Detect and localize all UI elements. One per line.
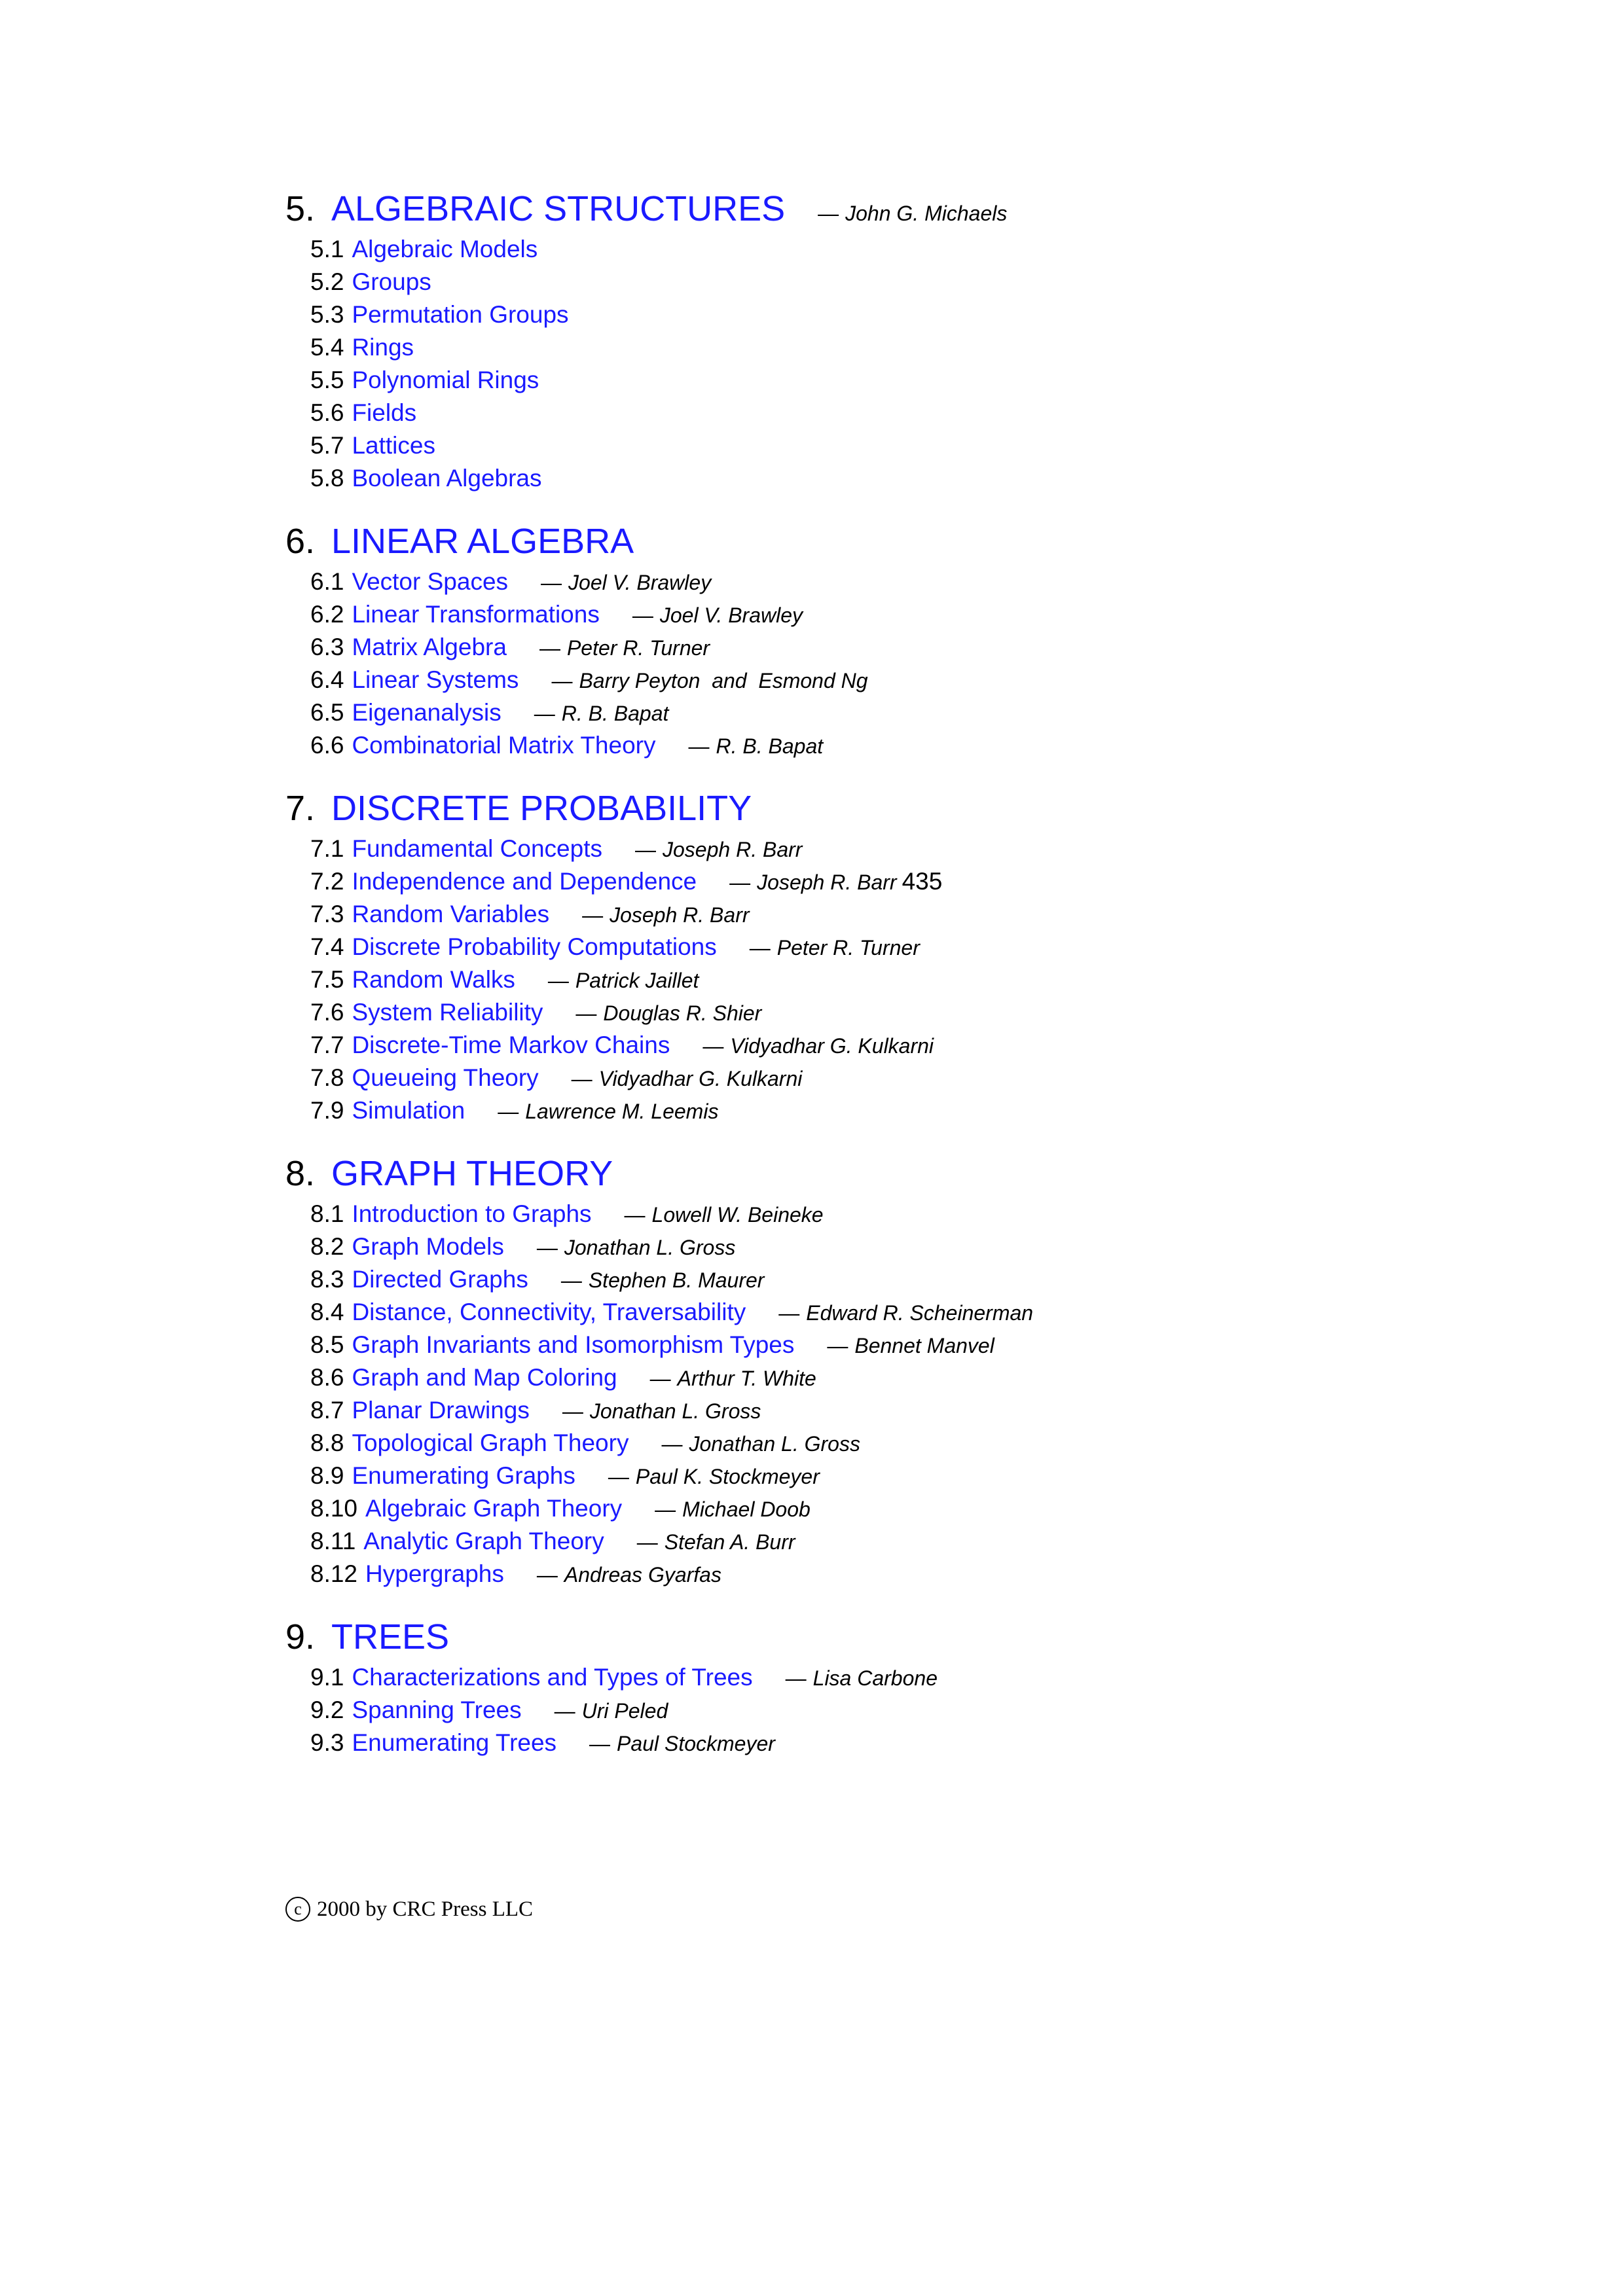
- section-title-link[interactable]: Introduction to Graphs: [352, 1200, 592, 1227]
- em-dash: —: [632, 603, 653, 627]
- table-of-contents: [285, 188, 1529, 1785]
- section-entry: [310, 966, 1529, 999]
- em-dash: —: [649, 1367, 671, 1390]
- section-list: [285, 568, 1529, 764]
- section-entry: [310, 1266, 1529, 1299]
- section-author: [655, 1498, 811, 1522]
- chapter-title-link[interactable]: ALGEBRAIC STRUCTURES: [331, 189, 786, 228]
- em-dash: —: [551, 669, 573, 692]
- copyright-text: 2000 by CRC Press LLC: [317, 1897, 534, 1921]
- section-number: 6.6: [310, 732, 344, 759]
- page-number: 435: [902, 868, 943, 895]
- author-name: Jonathan L. Gross: [689, 1432, 860, 1456]
- section-number: 5.7: [310, 432, 344, 459]
- em-dash: —: [827, 1334, 848, 1357]
- author-name: Stefan A. Burr: [664, 1530, 795, 1554]
- section-entry: [310, 1729, 1529, 1762]
- section-entry: [310, 1560, 1529, 1593]
- section-entry: [310, 1664, 1529, 1696]
- section-entry: [310, 1031, 1529, 1064]
- chapter-number: 5.: [285, 189, 316, 228]
- em-dash: —: [635, 838, 656, 861]
- author-name: Paul Stockmeyer: [617, 1732, 775, 1755]
- section-number: 7.4: [310, 933, 344, 960]
- chapter-number: 7.: [285, 789, 316, 828]
- section-title-link[interactable]: Linear Systems: [352, 666, 519, 693]
- section-number: 6.1: [310, 568, 344, 595]
- em-dash: —: [785, 1666, 807, 1690]
- author-name: Peter R. Turner: [566, 636, 710, 660]
- section-number: 8.5: [310, 1331, 344, 1358]
- author-name: Joseph R. Barr: [757, 870, 897, 894]
- section-number: 8.11: [310, 1528, 356, 1554]
- chapter-number: 6.: [285, 522, 316, 561]
- section-list: [285, 835, 1529, 1130]
- author-name: R. B. Bapat: [716, 734, 824, 758]
- section-number: 8.2: [310, 1233, 344, 1260]
- author-name: Bennet Manvel: [854, 1334, 994, 1357]
- section-author: [537, 1563, 721, 1587]
- chapter-heading: [285, 788, 1529, 835]
- section-number: 7.3: [310, 901, 344, 927]
- section-number: 5.2: [310, 268, 344, 295]
- section-title-link[interactable]: Enumerating Graphs: [352, 1462, 575, 1489]
- section-entry: [310, 367, 1529, 399]
- author-name: Jonathan L. Gross: [564, 1236, 736, 1259]
- section-author: [608, 1465, 820, 1489]
- section-author: [575, 1001, 761, 1026]
- section-title-link[interactable]: Graph Models: [352, 1233, 504, 1260]
- section-entry: [310, 1097, 1529, 1130]
- section-number: 7.5: [310, 966, 344, 993]
- author-name: Stephen B. Maurer: [588, 1268, 765, 1292]
- section-entry: [310, 601, 1529, 634]
- em-dash: —: [589, 1732, 611, 1755]
- section-title-link[interactable]: Algebraic Graph Theory: [365, 1495, 623, 1522]
- section-number: 8.7: [310, 1397, 344, 1424]
- em-dash: —: [729, 870, 751, 894]
- em-dash: —: [536, 1236, 558, 1259]
- em-dash: —: [608, 1465, 629, 1488]
- section-author: [582, 903, 749, 927]
- author-name: Vidyadhar G. Kulkarni: [730, 1034, 934, 1058]
- section-author: [786, 1666, 938, 1691]
- section-title-link[interactable]: System Reliability: [352, 999, 543, 1026]
- section-number: 8.10: [310, 1495, 358, 1522]
- section-number: 8.4: [310, 1299, 344, 1325]
- section-entry: [310, 634, 1529, 666]
- chapter: [285, 788, 1529, 1130]
- chapter-heading: [285, 1617, 1529, 1664]
- section-entry: [310, 399, 1529, 432]
- section-entry: [310, 268, 1529, 301]
- section-title-link[interactable]: Random Walks: [352, 966, 515, 993]
- section-author: [537, 1236, 735, 1260]
- section-title-link[interactable]: Combinatorial Matrix Theory: [352, 732, 656, 759]
- section-author: [702, 1034, 934, 1058]
- section-entry: [310, 1495, 1529, 1528]
- section-number: 7.8: [310, 1064, 344, 1091]
- section-number: 8.6: [310, 1364, 344, 1391]
- em-dash: —: [541, 571, 562, 594]
- section-author: [561, 1268, 765, 1293]
- em-dash: —: [547, 969, 569, 992]
- author-name: Joseph R. Barr: [610, 903, 750, 927]
- author-name: Arthur T. White: [677, 1367, 816, 1390]
- em-dash: —: [778, 1301, 800, 1325]
- em-dash: —: [534, 702, 555, 725]
- section-entry: [310, 1064, 1529, 1097]
- section-number: 8.12: [310, 1560, 358, 1587]
- section-number: 8.1: [310, 1200, 344, 1227]
- em-dash: —: [702, 1034, 724, 1058]
- em-dash: —: [661, 1432, 683, 1456]
- section-title-link[interactable]: Simulation: [352, 1097, 465, 1124]
- chapter: [285, 1617, 1529, 1762]
- section-number: 6.5: [310, 699, 344, 726]
- em-dash: —: [582, 903, 604, 927]
- author-name: John G. Michaels: [845, 202, 1008, 225]
- section-number: 8.8: [310, 1429, 344, 1456]
- section-entry: [310, 868, 1529, 901]
- chapter-author: [818, 202, 1007, 226]
- section-entry: [310, 236, 1529, 268]
- author-name: Andreas Gyarfas: [564, 1563, 721, 1587]
- section-entry: [310, 465, 1529, 497]
- section-title-link[interactable]: Discrete Probability Computations: [352, 933, 717, 960]
- section-title-link[interactable]: Distance, Connectivity, Traversability: [352, 1299, 746, 1325]
- section-number: 8.9: [310, 1462, 344, 1489]
- em-dash: —: [636, 1530, 658, 1554]
- section-title-link[interactable]: Queueing Theory: [352, 1064, 539, 1091]
- section-title-link[interactable]: Algebraic Models: [352, 236, 538, 262]
- em-dash: —: [571, 1067, 593, 1090]
- chapter-heading: [285, 188, 1529, 236]
- section-author: [534, 702, 669, 726]
- chapter-number: 8.: [285, 1154, 316, 1193]
- section-author: [635, 838, 802, 862]
- section-number: 6.4: [310, 666, 344, 693]
- section-title-link[interactable]: Planar Drawings: [352, 1397, 530, 1424]
- section-title-link[interactable]: Vector Spaces: [352, 568, 509, 595]
- section-number: 5.5: [310, 367, 344, 393]
- section-title-link[interactable]: Discrete-Time Markov Chains: [352, 1031, 670, 1058]
- section-number: 5.1: [310, 236, 344, 262]
- em-dash: —: [536, 1563, 558, 1587]
- em-dash: —: [655, 1498, 676, 1521]
- chapter-heading: [285, 521, 1529, 568]
- author-name: Vidyadhar G. Kulkarni: [598, 1067, 803, 1090]
- section-entry: [310, 568, 1529, 601]
- em-dash: —: [575, 1001, 597, 1025]
- section-author: [729, 868, 942, 895]
- section-author: [750, 936, 920, 960]
- section-author: [625, 1203, 824, 1227]
- section-number: 5.3: [310, 301, 344, 328]
- section-title-link[interactable]: Eigenanalysis: [352, 699, 501, 726]
- section-number: 5.6: [310, 399, 344, 426]
- chapter: [285, 1153, 1529, 1593]
- section-author: [498, 1100, 718, 1124]
- copyright-notice: [285, 1897, 533, 1922]
- section-number: 7.7: [310, 1031, 344, 1058]
- section-entry: [310, 901, 1529, 933]
- section-author: [632, 603, 803, 628]
- author-name: Patrick Jaillet: [575, 969, 699, 992]
- section-entry: [310, 334, 1529, 367]
- section-number: 7.2: [310, 868, 344, 895]
- chapter-title-link[interactable]: LINEAR ALGEBRA: [331, 522, 634, 561]
- section-number: 9.2: [310, 1696, 344, 1723]
- author-name: Douglas R. Shier: [603, 1001, 762, 1025]
- section-title-link[interactable]: Permutation Groups: [352, 301, 569, 328]
- chapter-heading: [285, 1153, 1529, 1200]
- section-entry: [310, 1299, 1529, 1331]
- section-entry: [310, 999, 1529, 1031]
- em-dash: —: [688, 734, 710, 758]
- author-name: Michael Doob: [682, 1498, 811, 1521]
- section-author: [541, 571, 711, 595]
- author-name: Lowell W. Beineke: [651, 1203, 824, 1227]
- chapter-title-link[interactable]: GRAPH THEORY: [331, 1154, 613, 1193]
- section-entry: [310, 1397, 1529, 1429]
- author-name: Joel V. Brawley: [659, 603, 803, 627]
- section-title-link[interactable]: Graph Invariants and Isomorphism Types: [352, 1331, 795, 1358]
- section-title-link[interactable]: Analytic Graph Theory: [363, 1528, 604, 1554]
- section-author: [539, 636, 710, 660]
- author-name: Joseph R. Barr: [663, 838, 803, 861]
- section-entry: [310, 1331, 1529, 1364]
- section-entry: [310, 301, 1529, 334]
- section-author: [555, 1699, 668, 1723]
- author-name: Lawrence M. Leemis: [525, 1100, 719, 1123]
- section-author: [551, 669, 867, 693]
- copyright-icon: c: [285, 1897, 310, 1922]
- chapter-title-link[interactable]: TREES: [331, 1617, 450, 1657]
- section-number: 7.6: [310, 999, 344, 1026]
- em-dash: —: [560, 1268, 582, 1292]
- em-dash: —: [498, 1100, 519, 1123]
- section-number: 5.8: [310, 465, 344, 492]
- em-dash: —: [749, 936, 771, 960]
- section-title-link[interactable]: Lattices: [352, 432, 435, 459]
- section-entry: [310, 1696, 1529, 1729]
- section-number: 6.3: [310, 634, 344, 660]
- section-title-link[interactable]: Groups: [352, 268, 431, 295]
- author-name: Edward R. Scheinerman: [806, 1301, 1034, 1325]
- section-title-link[interactable]: Spanning Trees: [352, 1696, 522, 1723]
- section-number: 9.3: [310, 1729, 344, 1756]
- author-name: Jonathan L. Gross: [589, 1399, 761, 1423]
- section-title-link[interactable]: Topological Graph Theory: [352, 1429, 629, 1456]
- author-name: R. B. Bapat: [561, 702, 669, 725]
- chapter: [285, 521, 1529, 764]
- section-author: [661, 1432, 860, 1456]
- section-author: [827, 1334, 994, 1358]
- chapter-title-link[interactable]: DISCRETE PROBABILITY: [331, 789, 752, 828]
- em-dash: —: [554, 1699, 575, 1723]
- section-title-link[interactable]: Rings: [352, 334, 414, 361]
- em-dash: —: [624, 1203, 646, 1227]
- section-entry: [310, 1429, 1529, 1462]
- section-number: 7.9: [310, 1097, 344, 1124]
- section-number: 9.1: [310, 1664, 344, 1691]
- section-title-link[interactable]: Independence and Dependence: [352, 868, 697, 895]
- chapter: [285, 188, 1529, 497]
- section-list: [285, 236, 1529, 497]
- section-list: [285, 1664, 1529, 1762]
- section-author: [778, 1301, 1033, 1325]
- section-entry: [310, 1462, 1529, 1495]
- section-entry: [310, 1233, 1529, 1266]
- section-title-link[interactable]: Characterizations and Types of Trees: [352, 1664, 753, 1691]
- section-title-link[interactable]: Enumerating Trees: [352, 1729, 557, 1756]
- section-number: 6.2: [310, 601, 344, 628]
- section-entry: [310, 835, 1529, 868]
- chapter-number: 9.: [285, 1617, 316, 1657]
- section-author: [572, 1067, 803, 1091]
- section-author: [589, 1732, 775, 1756]
- section-entry: [310, 933, 1529, 966]
- section-author: [562, 1399, 761, 1424]
- section-title-link[interactable]: Fundamental Concepts: [352, 835, 602, 862]
- section-number: 8.3: [310, 1266, 344, 1293]
- section-number: 5.4: [310, 334, 344, 361]
- section-list: [285, 1200, 1529, 1593]
- section-entry: [310, 432, 1529, 465]
- section-entry: [310, 699, 1529, 732]
- author-name: Uri Peled: [581, 1699, 668, 1723]
- section-number: 7.1: [310, 835, 344, 862]
- section-title-link[interactable]: Hypergraphs: [365, 1560, 504, 1587]
- section-author: [548, 969, 699, 993]
- section-title-link[interactable]: Linear Transformations: [352, 601, 600, 628]
- author-name: Joel V. Brawley: [568, 571, 712, 594]
- section-title-link[interactable]: Graph and Map Coloring: [352, 1364, 617, 1391]
- section-entry: [310, 1200, 1529, 1233]
- section-title-link[interactable]: Random Variables: [352, 901, 550, 927]
- section-title-link[interactable]: Fields: [352, 399, 417, 426]
- section-title-link[interactable]: Directed Graphs: [352, 1266, 528, 1293]
- section-entry: [310, 732, 1529, 764]
- section-author: [650, 1367, 816, 1391]
- author-name: Peter R. Turner: [776, 936, 920, 960]
- section-entry: [310, 1528, 1529, 1560]
- author-name: Barry Peyton and Esmond Ng: [579, 669, 868, 692]
- section-author: [688, 734, 823, 759]
- section-title-link[interactable]: Boolean Algebras: [352, 465, 542, 492]
- section-entry: [310, 1364, 1529, 1397]
- em-dash: —: [539, 636, 560, 660]
- section-title-link[interactable]: Matrix Algebra: [352, 634, 507, 660]
- em-dash: —: [562, 1399, 583, 1423]
- em-dash: —: [818, 202, 839, 225]
- author-name: Paul K. Stockmeyer: [635, 1465, 820, 1488]
- author-name: Lisa Carbone: [812, 1666, 938, 1690]
- section-author: [637, 1530, 795, 1554]
- section-title-link[interactable]: Polynomial Rings: [352, 367, 539, 393]
- section-entry: [310, 666, 1529, 699]
